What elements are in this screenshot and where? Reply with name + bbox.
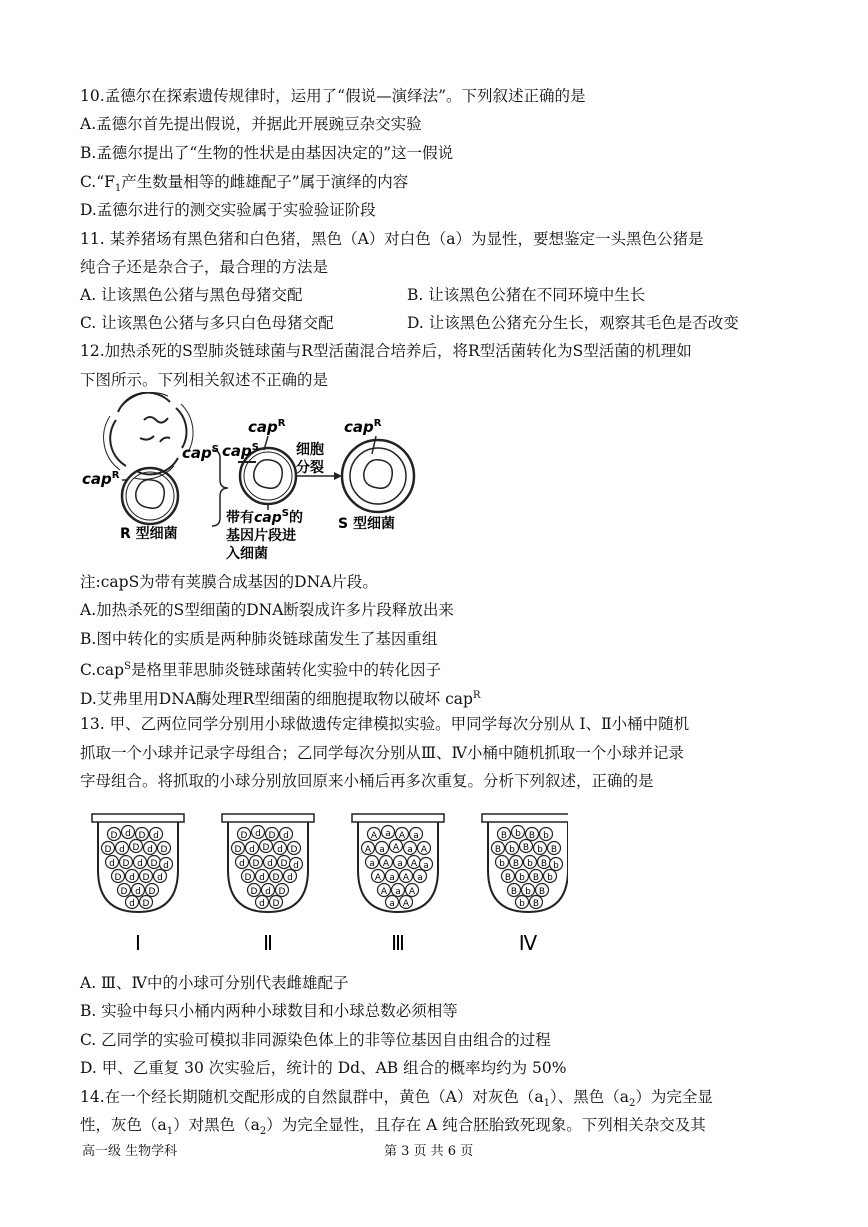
ball-letter: D — [110, 831, 118, 841]
ball-letter: d — [129, 873, 135, 883]
ball-letter: a — [379, 845, 385, 855]
ball-letter: D — [268, 831, 276, 841]
ball-letter: A — [380, 887, 388, 897]
ball-letter: d — [135, 887, 141, 897]
bucket-1 — [92, 814, 184, 955]
ball-letter: d — [147, 845, 153, 855]
ball-letter: a — [397, 859, 403, 869]
bucket-label: Ⅰ — [135, 931, 141, 955]
middle-desc-line3: 入细菌 — [226, 546, 268, 562]
footer-subject: 高一级 生物学科 — [82, 1144, 178, 1159]
q11-option-d: D. 让该黑色公猪充分生长，观察其毛色是否改变 — [407, 314, 739, 332]
footer-page-number: 第 3 页 共 6 页 — [384, 1144, 474, 1159]
arrow-label-line1: 细胞 — [296, 442, 324, 458]
ball-letter: B — [532, 873, 540, 883]
bucket-4 — [482, 814, 568, 955]
ball-letter: D — [104, 845, 112, 855]
q12-option-d: D.艾弗里用DNA酶处理R型细菌的细胞提取物以破坏 cap$^R$ — [80, 690, 481, 709]
ball-letter: d — [287, 873, 293, 883]
ball-letter: A — [410, 859, 418, 869]
q13-option-a: A. Ⅲ、Ⅳ中的小球可分别代表雌雄配子 — [80, 974, 349, 992]
middle-desc-line1: 带有cap$^S$的 — [226, 508, 303, 526]
ball-letter: b — [527, 859, 533, 869]
ball-letter: A — [408, 887, 416, 897]
ball-letter: D — [278, 887, 286, 897]
q13-stem-line3: 字母组合。将抓取的小球分别放回原来小桶后再多次重复。分析下列叙述，正确的是 — [80, 772, 654, 790]
ball-letter: B — [500, 831, 508, 841]
q11-stem-line2: 纯合子还是杂合子，最合理的方法是 — [80, 258, 329, 276]
ball-letter: D — [244, 873, 252, 883]
ball-letter: A — [392, 843, 400, 853]
ball-letter: a — [369, 859, 375, 869]
q13-option-d: D. 甲、乙重复 30 次实验后，统计的 Dd、AB 组合的概率均约为 50% — [80, 1059, 567, 1077]
q10-option-d: D.孟德尔进行的测交实验属于实验验证阶段 — [80, 201, 376, 219]
r-cell-label: R 型细菌 — [120, 526, 178, 542]
ball-letter: d — [129, 899, 135, 909]
s-cell-label: S 型细菌 — [338, 516, 395, 532]
ball-letter: a — [417, 873, 423, 883]
ball-letter: D — [132, 843, 140, 853]
ball-letter: B — [512, 859, 520, 869]
ball-letter: B — [528, 831, 536, 841]
ball-letter: D — [148, 887, 156, 897]
capr-label-1: cap$^R$ — [82, 470, 120, 488]
ball-letter: d — [267, 859, 273, 869]
capr-label-2: cap$^R$ — [248, 418, 286, 436]
ball-letter: a — [385, 829, 391, 839]
ball-letter: D — [142, 873, 150, 883]
q12-option-a: A.加热杀死的S型细菌的DNA断裂成许多片段释放出来 — [80, 601, 454, 619]
q12-note: 注:capS为带有荚膜合成基因的DNA片段。 — [80, 573, 378, 591]
ball-letter: a — [407, 845, 413, 855]
bucket-2 — [222, 814, 314, 955]
ball-letter: B — [504, 873, 512, 883]
ball-letter: B — [532, 899, 540, 909]
ball-letter: d — [125, 829, 131, 839]
ball-letter: d — [277, 845, 283, 855]
bucket-3 — [352, 814, 444, 955]
ball-letter: a — [389, 873, 395, 883]
ball-letter: B — [510, 887, 518, 897]
ball-letter: d — [249, 845, 255, 855]
ball-letter: D — [142, 899, 150, 909]
ball-letter: A — [382, 859, 390, 869]
ball-letter: d — [293, 861, 299, 871]
q10-option-c: $C.“F_1$产生数量相等的雌雄配子”属于演绎的内容 — [80, 173, 409, 195]
capr-label-3: cap$^R$ — [344, 418, 382, 436]
q12-option-b: B.图中转化的实质是两种肺炎链球菌发生了基因重组 — [80, 630, 438, 648]
ball-letter: d — [153, 831, 159, 841]
ball-letter: b — [515, 829, 521, 839]
r-cell — [122, 468, 178, 524]
ball-letter: b — [509, 845, 515, 855]
ball-letter: b — [537, 845, 543, 855]
q11-stem-line1: 11. 某养猪场有黑色猪和白色猪，黑色（A）对白色（a）为显性，要想鉴定一头黑色公猪是 — [80, 230, 704, 248]
bucket-figure — [88, 810, 568, 960]
ball-letter: A — [364, 845, 372, 855]
ball-letter: b — [499, 859, 505, 869]
q11-option-a: A. 让该黑色公猪与黑色母猪交配 — [80, 286, 303, 304]
ball-letter: B — [540, 859, 548, 869]
ball-letter: B — [538, 887, 546, 897]
ball-letter: B — [522, 843, 530, 853]
ball-letter: d — [283, 831, 289, 841]
s-cell — [342, 440, 414, 512]
ball-letter: d — [259, 873, 265, 883]
ball-letter: b — [519, 873, 525, 883]
ball-letter: A — [402, 899, 410, 909]
ball-letter: b — [543, 831, 549, 841]
ball-letter: d — [265, 887, 271, 897]
ball-letter: A — [370, 831, 378, 841]
ball-letter: A — [420, 845, 428, 855]
bucket-label: Ⅳ — [518, 931, 538, 955]
q13-stem-line1: 13. 甲、乙两位同学分别用小球做遗传定律模拟实验。甲同学每次分别从 Ⅰ、Ⅱ小桶中随机 — [80, 715, 690, 733]
ball-letter: D — [280, 859, 288, 869]
ball-letter: D — [234, 845, 242, 855]
ball-letter: d — [259, 899, 265, 909]
ball-letter: D — [122, 859, 130, 869]
ball-letter: d — [163, 861, 169, 871]
ball-letter: d — [255, 829, 261, 839]
ball-letter: a — [389, 899, 395, 909]
ball-letter: D — [114, 873, 122, 883]
q14-stem-line2: 性，灰色$(a_1)$对黑色$(a_2)$为完全显性，且存在 A 纯合胚胎致死现象。下列相关杂交及其 — [80, 1116, 706, 1138]
ball-letter: D — [252, 859, 260, 869]
ball-letter: b — [519, 899, 525, 909]
ball-letter: b — [547, 873, 553, 883]
q12-option-c: C.cap$^S$是格里菲思肺炎链球菌转化实验中的转化因子 — [80, 661, 441, 680]
ball-letter: A — [402, 873, 410, 883]
q10-option-a: A.孟德尔首先提出假说，并据此开展豌豆杂交实验 — [80, 115, 422, 133]
ball-letter: D — [272, 873, 280, 883]
ball-letter: D — [160, 845, 168, 855]
ball-letter: D — [120, 887, 128, 897]
q10-option-b: B.孟德尔提出了“生物的性状是由基因决定的”这一假说 — [80, 144, 454, 162]
ball-letter: b — [525, 887, 531, 897]
ball-letter: D — [290, 845, 298, 855]
ball-letter: a — [423, 861, 429, 871]
transformation-diagram — [78, 392, 438, 570]
ball-letter: a — [413, 831, 419, 841]
ball-letter: D — [240, 831, 248, 841]
ball-letter: D — [138, 831, 146, 841]
ball-letter: d — [157, 873, 163, 883]
q11-option-c: C. 让该黑色公猪与多只白色母猪交配 — [80, 314, 334, 332]
caps-label-2: cap$^S$ — [222, 442, 259, 460]
middle-desc-line2: 基因片段进 — [226, 528, 296, 544]
bucket-label: Ⅱ — [263, 931, 273, 955]
ball-letter: d — [119, 845, 125, 855]
q12-stem-line1: 12.加热杀死的S型肺炎链球菌与R型活菌混合培养后，将R型活菌转化为S型活菌的机理如 — [80, 342, 692, 360]
ball-letter: d — [137, 859, 143, 869]
q13-stem-line2: 抓取一个小球并记录字母组合；乙同学每次分别从Ⅲ、Ⅳ小桶中随机抓取一个小球并记录 — [80, 744, 684, 762]
ball-letter: D — [262, 843, 270, 853]
arrow-label-line2: 分裂 — [296, 460, 324, 476]
q13-option-c: C. 乙同学的实验可模拟非同源染色体上的非等位基因自由组合的过程 — [80, 1031, 551, 1049]
q13-option-b: B. 实验中每只小桶内两种小球数目和小球总数必须相等 — [80, 1002, 458, 1020]
q12-stem-line2: 下图所示。下列相关叙述不正确的是 — [80, 371, 329, 389]
ball-letter: d — [109, 859, 115, 869]
ball-letter: A — [398, 831, 406, 841]
ball-letter: D — [250, 887, 258, 897]
q10-stem: 10.孟德尔在探索遗传规律时，运用了“假说—演绎法”。下列叙述正确的是 — [80, 87, 586, 105]
ball-letter: d — [239, 859, 245, 869]
ball-letter: D — [272, 899, 280, 909]
q11-option-b: B. 让该黑色公猪在不同环境中生长 — [407, 286, 646, 304]
q14-stem-line1: 14.在一个经长期随机交配形成的自然鼠群中，黄色（A）对灰色$(a_1)$、黑色$(a_2)$为完全显 — [80, 1088, 713, 1110]
ball-letter: a — [395, 887, 401, 897]
bucket-label: Ⅲ — [391, 931, 405, 955]
ball-letter: D — [150, 859, 158, 869]
caps-label-1: cap$^S$ — [182, 444, 219, 462]
ball-letter: B — [550, 845, 558, 855]
ball-letter: b — [553, 861, 559, 871]
heat-killed-s-cell — [104, 393, 193, 480]
ball-letter: A — [374, 873, 382, 883]
ball-letter: B — [494, 845, 502, 855]
